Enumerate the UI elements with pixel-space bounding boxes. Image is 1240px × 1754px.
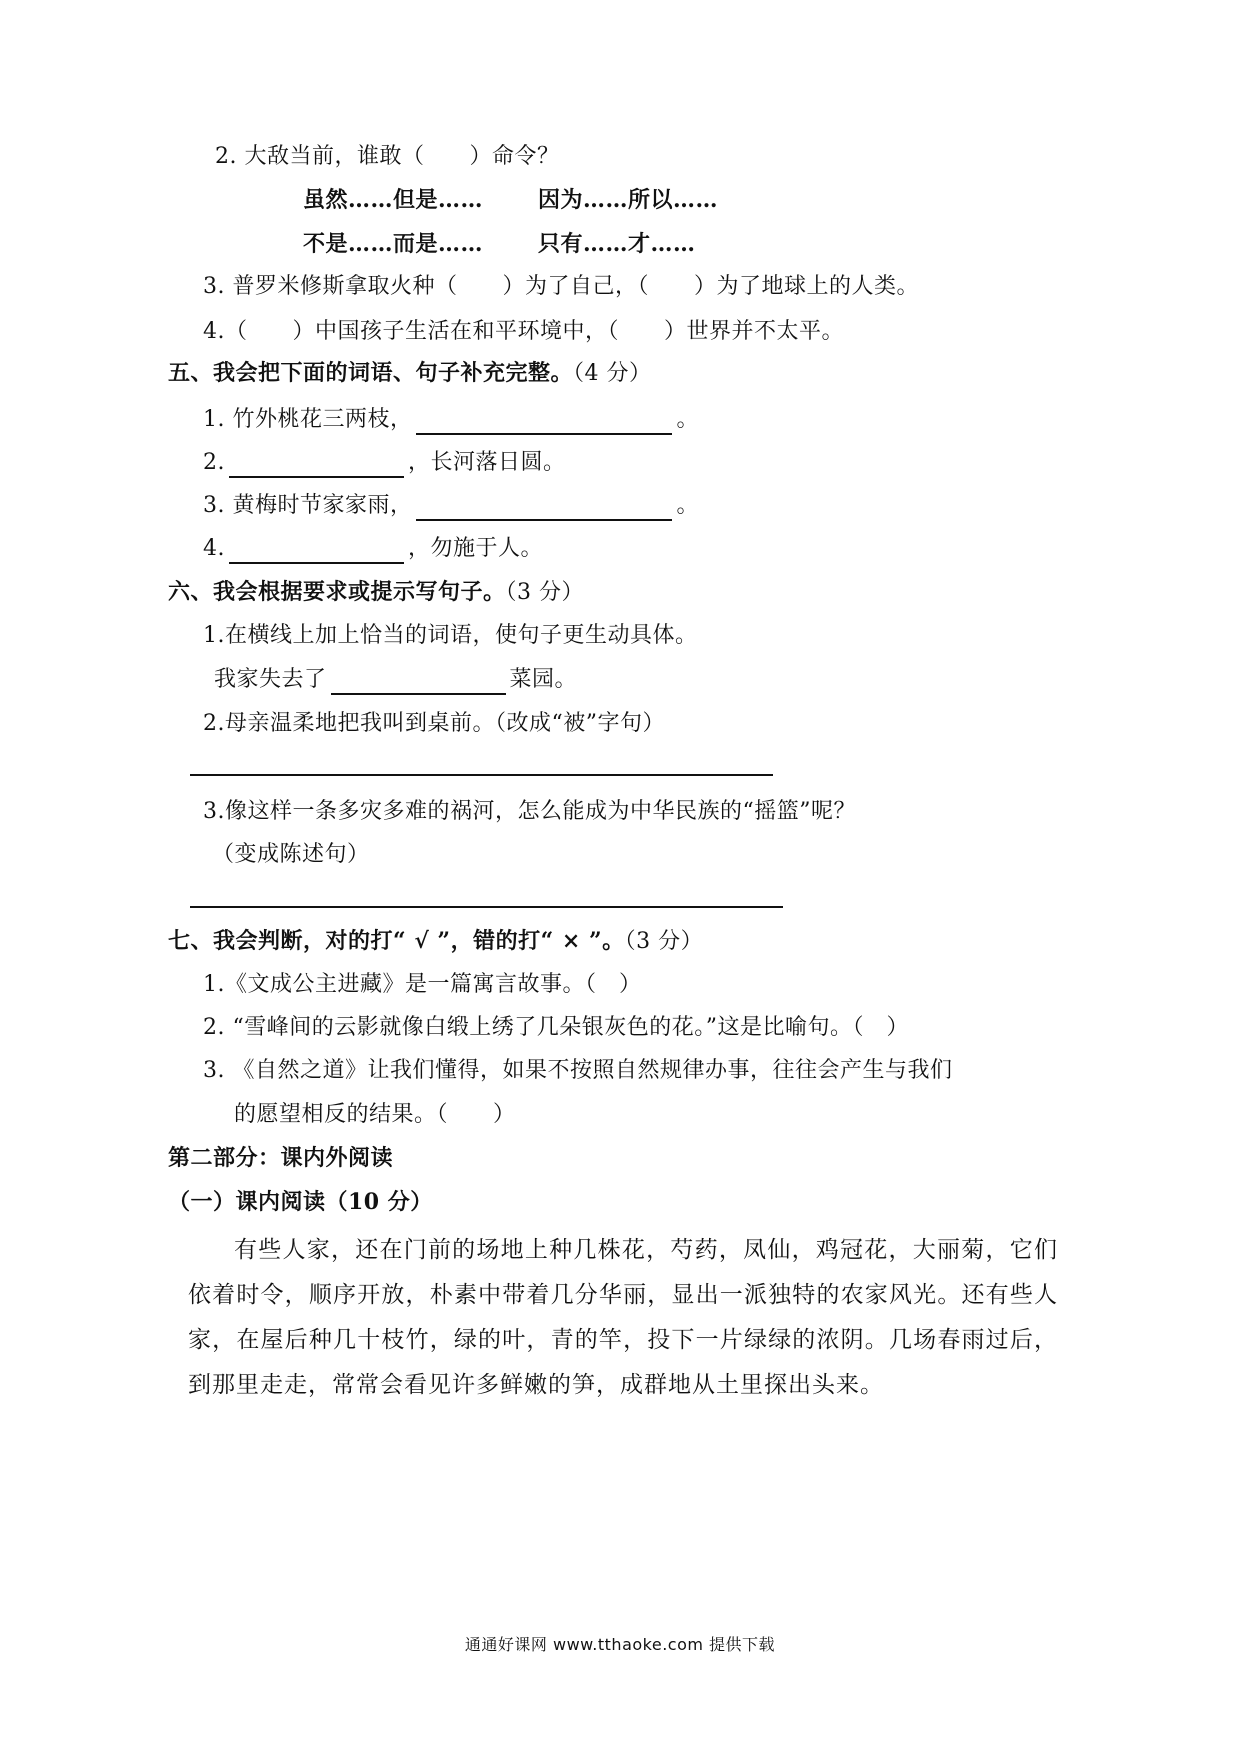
question-text: 4. (203, 536, 225, 561)
question-7-2: 2. “雪峰间的云影就像白缎上绣了几朵银灰色的花。”这是比喻句。（ ） (203, 1015, 909, 1040)
question-6-3-hint: （变成陈述句） (212, 842, 370, 867)
question-text: 1. 竹外桃花三两枝， (203, 407, 413, 432)
question-6-1: 1.在横线上加上恰当的词语，使句子更生动具体。 (203, 623, 698, 648)
question-7-3-line2: 的愿望相反的结果。（ ） (234, 1102, 516, 1127)
section-title: 六、我会根据要求或提示写句子。 (168, 579, 506, 605)
section-6-heading (168, 577, 584, 608)
section-score: （3 分） (624, 929, 704, 954)
reading-1-heading: （一）课内阅读（10 分） (168, 1189, 433, 1215)
part-2-heading: 第二部分：课内外阅读 (168, 1145, 394, 1171)
question-7-1: 1.《文成公主进藏》是一篇寓言故事。（ ） (203, 972, 642, 997)
question-6-1-sentence (214, 665, 577, 695)
question-text: 2. (203, 450, 225, 475)
question-4-3: 3. 普罗米修斯拿取火种（ ）为了自己，（ ）为了地球上的人类。 (203, 274, 919, 299)
section-7-heading (168, 926, 703, 957)
question-5-2 (203, 448, 566, 478)
section-score: （3 分） (505, 580, 585, 605)
question-text: 。 (676, 493, 699, 518)
question-text: ，勿施于人。 (408, 536, 544, 561)
page-footer: 通通好课网 www.tthaoke.com 提供下载 (464, 1635, 776, 1654)
word-option: 虽然……但是…… (303, 187, 484, 213)
question-4-2: 2. 大敌当前，谁敢（ ）命令？ (215, 144, 560, 169)
question-4-4: 4.（ ）中国孩子生活在和平环境中，（ ）世界并不太平。 (203, 319, 844, 344)
question-5-1 (203, 405, 699, 435)
answer-line[interactable] (190, 774, 773, 776)
question-6-2: 2.母亲温柔地把我叫到桌前。（改成“被”字句） (203, 711, 665, 736)
question-text: 3. 黄梅时节家家雨， (203, 493, 413, 518)
word-option: 不是……而是…… (303, 231, 484, 257)
question-text: ，长河落日圆。 (408, 450, 566, 475)
question-6-3: 3.像这样一条多灾多难的祸河，怎么能成为中华民族的“摇篮”呢？ (203, 799, 856, 824)
reading-passage (188, 1228, 1058, 1408)
question-5-3 (203, 491, 699, 521)
answer-blank[interactable] (229, 540, 404, 564)
answer-line[interactable] (190, 906, 783, 908)
answer-blank[interactable] (416, 497, 672, 521)
passage-text: 有些人家，还在门前的场地上种几株花，芍药，凤仙，鸡冠花，大丽菊，它们依着时令，顺序开放，朴素中带着几分华丽，显出一派独特的农家风光。还有些人家，在屋后种几十枝竹，绿的叶，青的竿，投下一片绿绿的浓阴。几场春雨过后，到那里走走，常常会看见许多鲜嫩的笋，成群地从土里探出头来。 (188, 1237, 1058, 1398)
question-7-3-line1: 3. 《自然之道》让我们懂得，如果不按照自然规律办事，往往会产生与我们 (203, 1058, 953, 1083)
section-title: 七、我会判断，对的打“ √ ”，错的打“ × ”。 (168, 928, 625, 954)
question-text: 我家失去了 (214, 667, 327, 692)
answer-blank[interactable] (416, 411, 672, 435)
question-text: 。 (676, 407, 699, 432)
word-option: 只有……才…… (538, 231, 696, 257)
section-5-heading (168, 358, 652, 389)
word-option: 因为……所以…… (538, 187, 719, 213)
answer-blank[interactable] (229, 454, 404, 478)
section-title: 五、我会把下面的词语、句子补充完整。 (168, 360, 574, 386)
section-score: （4 分） (573, 361, 652, 386)
question-text: 菜园。 (509, 667, 578, 692)
answer-blank[interactable] (331, 671, 506, 695)
question-5-4 (203, 534, 543, 564)
